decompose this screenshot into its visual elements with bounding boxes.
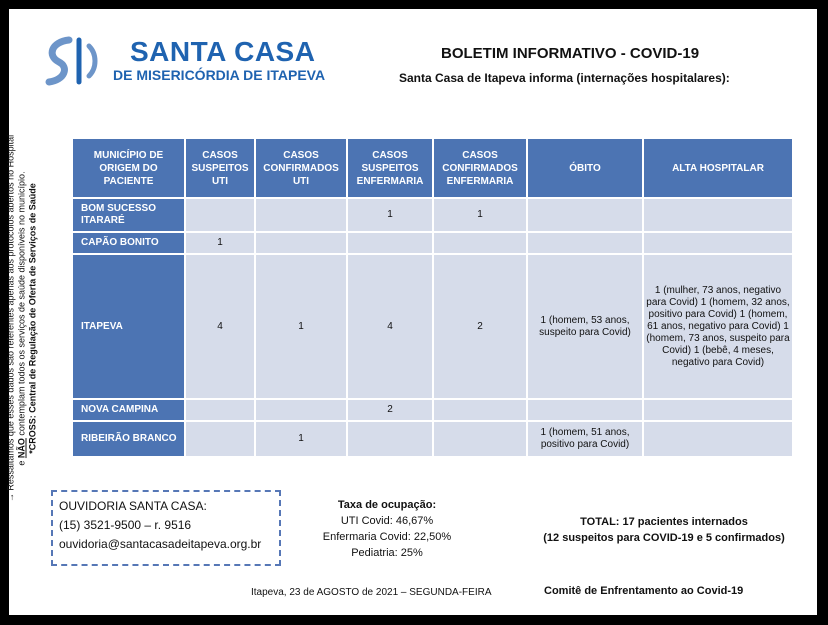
ouvidoria-phone[interactable]: (15) 3521-9500 – r. 9516 xyxy=(59,518,192,532)
ouvidoria-title: OUVIDORIA SANTA CASA: xyxy=(59,499,207,513)
col-header-confirmados-enfermaria: CASOS CONFIRMADOS ENFERMARIA xyxy=(434,139,526,197)
ouvidoria-email[interactable]: ouvidoria@santacasadeitapeva.org.br xyxy=(59,537,262,551)
cell-conf-uti xyxy=(256,199,346,231)
col-header-obito: ÓBITO xyxy=(528,139,642,197)
cell-conf-enf xyxy=(434,233,526,253)
logo-line-2: DE MISERICÓRDIA DE ITAPEVA xyxy=(113,67,326,83)
col-header-confirmados-uti: CASOS CONFIRMADOS UTI xyxy=(256,139,346,197)
total-summary xyxy=(514,514,814,546)
committee-signature: Comitê de Enfrentamento ao Covid-19 xyxy=(544,585,744,597)
cell-susp-enf: 2 xyxy=(348,400,432,420)
cell-alta xyxy=(644,233,792,253)
cell-conf-uti xyxy=(256,233,346,253)
cell-obito xyxy=(528,400,642,420)
cell-conf-uti: 1 xyxy=(256,255,346,398)
cell-susp-enf xyxy=(348,233,432,253)
table-row xyxy=(73,255,792,398)
bulletin-date: Itapeva, 23 de AGOSTO de 2021 – SEGUNDA-FEIRA xyxy=(251,587,492,598)
disclaimer-line-1: → Ressaltamos que esses dados são referentes apenas aos protocolos abertos no Hospital xyxy=(5,134,16,503)
cell-susp-uti: 4 xyxy=(186,255,254,398)
total-line-1: TOTAL: 17 pacientes internados xyxy=(580,516,748,528)
table-row xyxy=(73,422,792,456)
cell-susp-enf xyxy=(348,422,432,456)
cell-obito xyxy=(528,233,642,253)
occupancy-title: Taxa de ocupação: xyxy=(337,499,437,511)
santa-casa-logo xyxy=(35,34,326,86)
col-header-alta: ALTA HOSPITALAR xyxy=(644,139,792,197)
col-header-suspeitos-uti: CASOS SUSPEITOS UTI xyxy=(186,139,254,197)
santa-casa-emblem-icon xyxy=(39,36,101,86)
cell-conf-enf: 2 xyxy=(434,255,526,398)
cell-alta: 1 (mulher, 73 anos, negativo para Covid) 1 (homem, 32 anos, positivo para Covid) 1 (homem, 61 anos, negativo para Covid) 1 (homem, 73 anos, suspeito para Covid) 1 (bebê, 4 meses, negativo para Covid) xyxy=(644,255,792,398)
cell-obito: 1 (homem, 51 anos, positivo para Covid) xyxy=(528,422,642,456)
occupancy-uti: UTI Covid: 46,67% xyxy=(340,515,434,527)
table-row xyxy=(73,400,792,420)
bulletin-title: BOLETIM INFORMATIVO - COVID-19 xyxy=(441,45,700,62)
cell-municipio: ITAPEVA xyxy=(73,255,184,398)
cell-municipio: RIBEIRÃO BRANCO xyxy=(73,422,184,456)
total-line-2: (12 suspeitos para COVID-19 e 5 confirmados) xyxy=(543,532,785,544)
bulletin-subtitle: Santa Casa de Itapeva informa (internações hospitalares): xyxy=(399,71,730,85)
cell-municipio: NOVA CAMPINA xyxy=(73,400,184,420)
cell-alta xyxy=(644,400,792,420)
disclaimer-line-2: e NÃO contemplam todos os serviços de saúde disponíveis no município. xyxy=(16,171,27,466)
cell-susp-uti xyxy=(186,400,254,420)
cell-obito xyxy=(528,199,642,231)
cross-note: *CROSS: Central de Regulação de Oferta de Serviços de Saúde xyxy=(27,183,38,454)
cell-susp-uti: 1 xyxy=(186,233,254,253)
cell-alta xyxy=(644,422,792,456)
col-header-municipio: MUNICÍPIO DE ORIGEM DO PACIENTE xyxy=(73,139,184,197)
logo-line-1: SANTA CASA xyxy=(130,36,316,67)
bulletin-sheet xyxy=(5,9,817,615)
side-disclaimer xyxy=(6,134,39,504)
col-header-suspeitos-enfermaria: CASOS SUSPEITOS ENFERMARIA xyxy=(348,139,432,197)
cell-municipio: CAPÃO BONITO xyxy=(73,233,184,253)
cell-conf-enf xyxy=(434,400,526,420)
cell-conf-enf: 1 xyxy=(434,199,526,231)
ouvidoria-box xyxy=(51,490,281,566)
cell-susp-enf: 1 xyxy=(348,199,432,231)
occupancy-enfermaria: Enfermaria Covid: 22,50% xyxy=(322,531,452,543)
cell-susp-uti xyxy=(186,199,254,231)
cell-conf-uti xyxy=(256,400,346,420)
cell-municipio: BOM SUCESSO ITARARÉ xyxy=(73,199,184,231)
cell-conf-uti: 1 xyxy=(256,422,346,456)
occupancy-rate xyxy=(307,497,467,561)
cell-conf-enf xyxy=(434,422,526,456)
cell-obito: 1 (homem, 53 anos, suspeito para Covid) xyxy=(528,255,642,398)
hospitalization-table xyxy=(71,137,794,458)
cell-susp-uti xyxy=(186,422,254,456)
cell-alta xyxy=(644,199,792,231)
occupancy-pediatria: Pediatria: 25% xyxy=(351,547,423,559)
table-row xyxy=(73,199,792,231)
table-row xyxy=(73,233,792,253)
cell-susp-enf: 4 xyxy=(348,255,432,398)
